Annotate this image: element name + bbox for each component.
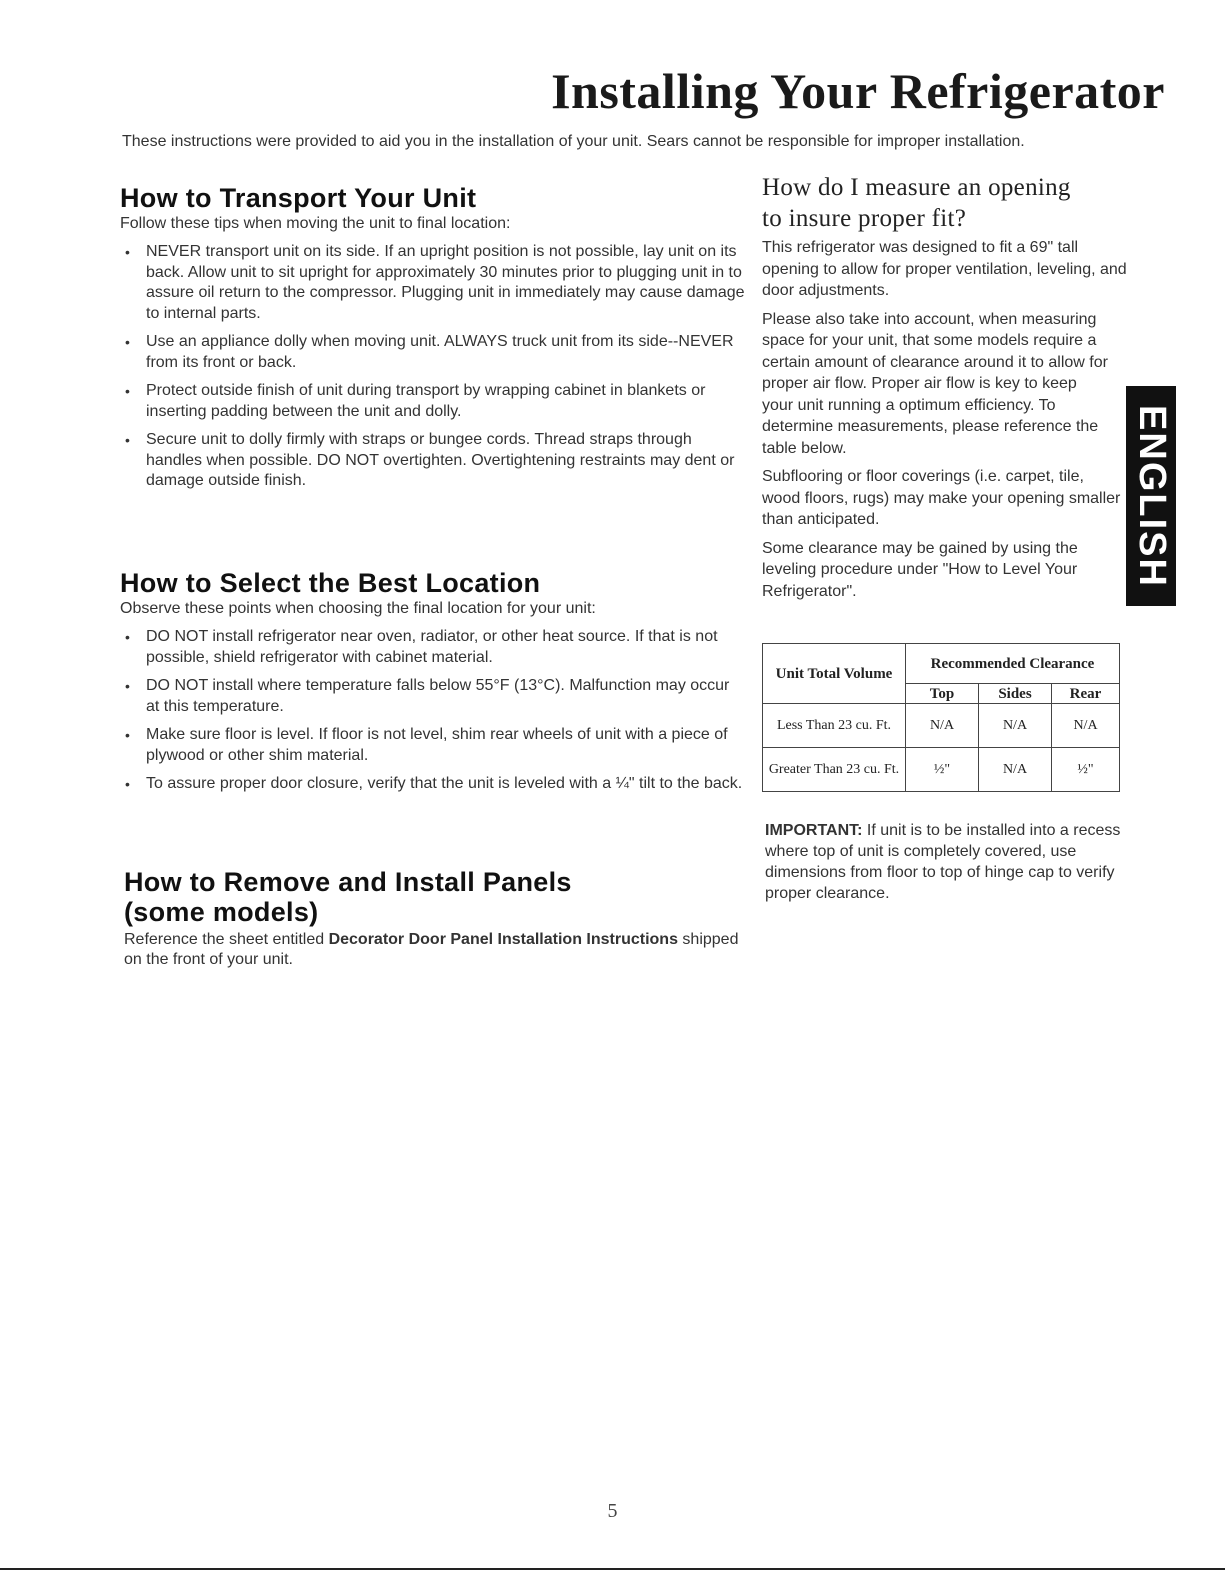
table-cell: N/A (979, 748, 1052, 792)
table-header-rear: Rear (1052, 684, 1120, 704)
table-row (763, 748, 1120, 792)
table-cell: N/A (906, 704, 979, 748)
measure-subheading: to insure proper fit? (762, 205, 967, 232)
location-heading: How to Select the Best Location (120, 568, 541, 598)
measure-heading: How do I measure an opening (762, 174, 1071, 201)
table-cell: Greater Than 23 cu. Ft. (763, 748, 906, 792)
table-cell: N/A (1052, 704, 1120, 748)
table-cell: Less Than 23 cu. Ft. (763, 704, 906, 748)
table-cell: ½" (906, 748, 979, 792)
table-cell: ½" (1052, 748, 1120, 792)
list-item: • Protect outside finish of unit during transport by wrapping cabinet in blankets or inserting padding between the unit and dolly. (125, 382, 706, 420)
transport-heading: How to Transport Your Unit (120, 183, 477, 213)
list-item: • DO NOT install refrigerator near oven, radiator, or other heat source. If that is not possible, shield refrigerator with cabinet material. (125, 628, 718, 666)
list-item: • NEVER transport unit on its side. If an upright position is not possible, lay unit on its back. Allow unit to sit upright for approximately 30 minutes prior to plugging unit in to assure oil return to the compressor. Plugging unit in immediately may cause damage to internal parts. (125, 243, 745, 322)
panels-section (124, 867, 749, 970)
location-section (120, 568, 745, 803)
table-cell: N/A (979, 704, 1052, 748)
page-number: 5 (607, 1500, 618, 1522)
page-title: Installing Your Refrigerator (551, 63, 1165, 119)
bottom-rule (0, 1568, 1225, 1570)
measure-paragraph: Some clearance may be gained by using the leveling procedure under "How to Level Your Refrigerator". (762, 539, 1078, 600)
location-intro: Observe these points when choosing the final location for your unit: (120, 600, 596, 617)
panels-heading: How to Remove and Install Panels (124, 867, 572, 897)
measure-section (762, 172, 1127, 609)
panels-subheading: (some models) (124, 897, 319, 927)
table-header-volume: Unit Total Volume (763, 644, 906, 704)
list-item: • To assure proper door closure, verify that the unit is leveled with a ¼" tilt to the back. (125, 775, 743, 792)
language-tab (1126, 386, 1176, 606)
table-header-clearance: Recommended Clearance (906, 644, 1120, 684)
transport-section (120, 183, 745, 500)
panels-text: Reference the sheet entitled Decorator Door Panel Installation Instructions shipped on the front of your unit. (124, 931, 739, 968)
transport-intro: Follow these tips when moving the unit to final location: (120, 215, 511, 232)
clearance-table (762, 643, 1120, 792)
list-item: • DO NOT install where temperature falls below 55°F (13°C). Malfunction may occur at this temperature. (125, 677, 730, 715)
transport-list (120, 242, 745, 492)
table-header-top: Top (906, 684, 979, 704)
panels-sheet-title: Decorator Door Panel Installation Instructions (328, 931, 678, 948)
measure-paragraph: This refrigerator was designed to fit a 69" tall opening to allow for proper ventilation, leveling, and door adjustments. (762, 239, 1127, 299)
measure-paragraph: Subflooring or floor coverings (i.e. carpet, tile, wood floors, rugs) may make your opening smaller than anticipated. (762, 468, 1121, 528)
important-label: IMPORTANT: (765, 822, 863, 839)
important-note: IMPORTANT: If unit is to be installed into a recess where top of unit is completely covered, use dimensions from floor to top of hinge cap to verify proper clearance. (765, 822, 1121, 902)
measure-paragraph: Please also take into account, when measuring space for your unit, that some models require a certain amount of clearance around it to allow for proper air flow. Proper air flow is key to keep your unit running a optimum efficiency. To determine measurements, please reference the table below. (762, 310, 1108, 457)
list-item: • Secure unit to dolly firmly with straps or bungee cords. Thread straps through handles when possible. DO NOT overtighten. Overtightening restraints may dent or damage outside finish. (125, 431, 735, 489)
list-item: • Use an appliance dolly when moving unit. ALWAYS truck unit from its side--NEVER from its front or back. (125, 333, 734, 371)
table-header-sides: Sides (979, 684, 1052, 704)
table-row (763, 704, 1120, 748)
intro-text: These instructions were provided to aid you in the installation of your unit. Sears cannot be responsible for improper installation. (122, 133, 1025, 150)
list-item: • Make sure floor is level. If floor is not level, shim rear wheels of unit with a piece of plywood or other shim material. (125, 726, 728, 764)
location-list (120, 627, 745, 795)
language-tab-label: ENGLISH (1130, 404, 1173, 588)
